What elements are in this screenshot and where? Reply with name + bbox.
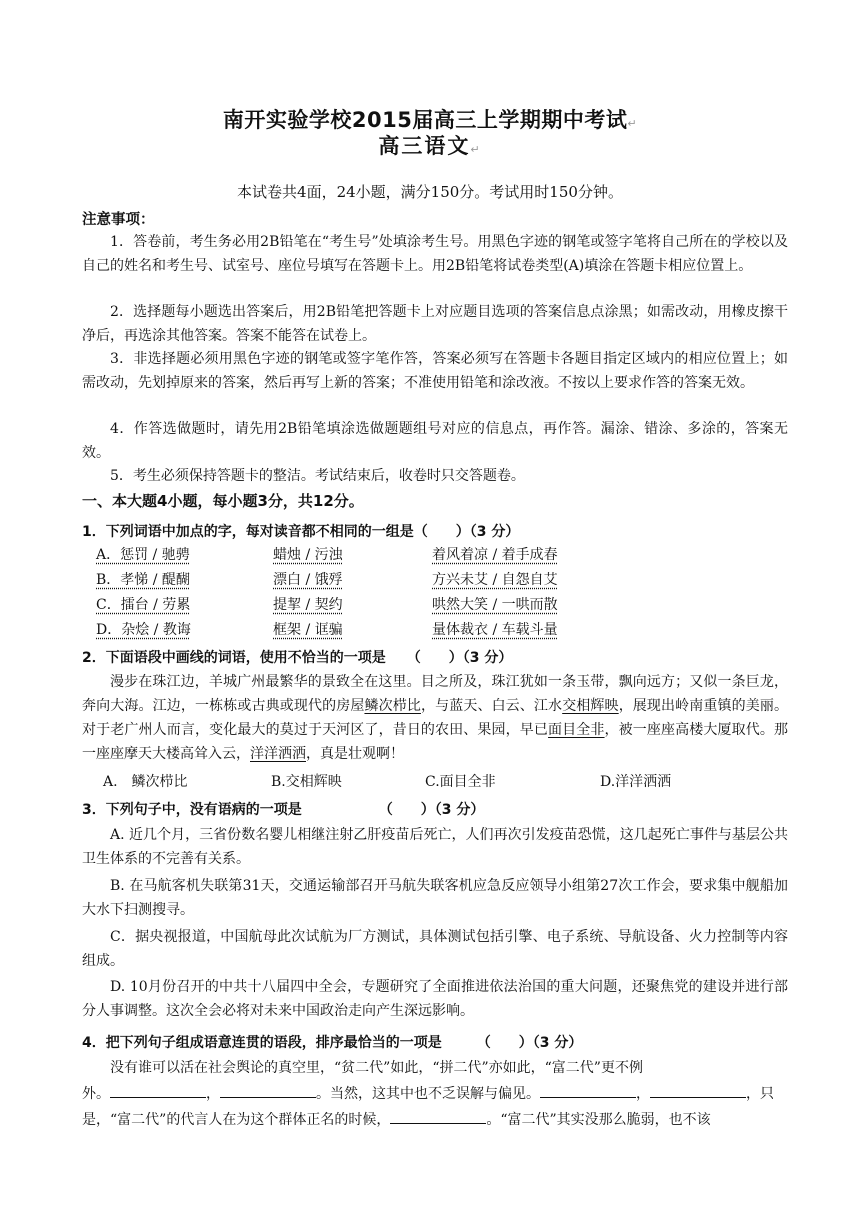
question-1-stem: 1．下列词语中加点的字，每对读音都不相同的一组是（ ）（3 分） [82, 524, 520, 540]
passage-text: ，与蓝天、白云、江水 [420, 698, 563, 714]
q3-option-b: B. 在马航客机失联第31天，交通运输部召开马航失联客机应急反应领导小组第27次工作会，要求集中舰船加大水下扫测搜寻。 [82, 878, 788, 918]
question-4-stem: 4．把下列句子组成语意连贯的语段，排序最恰当的一项是 （ ）（3 分） [82, 1035, 583, 1051]
underlined-term-4: 洋洋洒洒 [250, 746, 306, 762]
q4-line-2 [82, 1081, 774, 1107]
q2-option-b: B.交相辉映 [271, 774, 342, 790]
exam-subtitle [0, 130, 860, 160]
passage-text: 。当然，这其中也不乏误解与偏见。 [316, 1086, 540, 1102]
question-2-stem: 2．下面语段中画线的词语，使用不恰当的一项是 （ ）（3 分） [82, 650, 513, 666]
notice-item-5: 5．考生必须保持答题卡的整洁。考试结束后，收卷时只交答题卷。 [110, 468, 525, 484]
answer-blank [110, 1083, 206, 1098]
notice-heading: 注意事项： [82, 212, 155, 228]
passage-text: 没有谁可以活在社会舆论的真空里，“贫二代”如此，“拼二代”亦如此，“富二代”更不例 [110, 1060, 643, 1076]
question-2-passage [82, 670, 788, 766]
answer-blank [390, 1109, 486, 1124]
q2-option-d: D.洋洋洒洒 [600, 774, 672, 790]
q1-option-c-col3: 哄然大笑 / 一哄而散 [432, 597, 558, 613]
passage-text: ，展现出岭南重镇的美丽。对于老广州人而言，变化最大的莫过于天河区了，昔日的农田、果园，早已 [82, 698, 789, 738]
notice-item-1: 1．答卷前，考生务必用2B铅笔在“考生号”处填涂考生号。用黑色字迹的钢笔或签字笔将自己所在的学校以及自己的姓名和考生号、试室号、座位号填写在答题卡上。用2B铅笔将试卷类型(A)填涂在答题卡相应位置上。 [82, 234, 788, 274]
passage-text: 外。 [82, 1086, 110, 1102]
answer-blank [650, 1083, 746, 1098]
q1-option-a-col1: A．惩罚 / 驰骋 [96, 547, 190, 563]
q1-option-b-col2: 漂白 / 饿殍 [273, 572, 343, 588]
return-mark-icon: ↵ [470, 143, 482, 156]
q1-option-d-col3: 量体裁衣 / 车载斗量 [432, 622, 558, 638]
q1-option-b-col1: B．孝悌 / 醍醐 [96, 572, 190, 588]
q1-option-a-col3: 着风着凉 / 着手成春 [432, 547, 558, 563]
q1-option-b-col3: 方兴未艾 / 自怨自艾 [432, 572, 558, 588]
question-4-passage [82, 1055, 788, 1133]
section-heading: 一、本大题4小题，每小题3分，共12分。 [82, 492, 364, 510]
q1-option-a-col2: 蜡烛 / 污浊 [273, 547, 343, 563]
question-3-stem: 3．下列句子中，没有语病的一项是 （ ）（3 分） [82, 802, 485, 818]
underlined-term-1: 鳞次栉比 [364, 698, 421, 714]
passage-text: ， [206, 1086, 220, 1102]
answer-blank [540, 1083, 636, 1098]
passage-text: 。“富二代”其实没那么脆弱，也不该 [486, 1112, 711, 1128]
q3-option-d: D. 10月份召开的中共十八届四中全会，专题研究了全面推进依法治国的重大问题，还聚焦党的建设并进行部分人事调整。这次全会必将对未来中国政治走向产生深远影响。 [82, 979, 788, 1019]
notice-item-3: 3．非选择题必须用黑色字迹的钢笔或签字笔作答，答案必须写在答题卡各题目指定区域内的相应位置上；如需改动，先划掉原来的答案，然后再写上新的答案；不准使用铅笔和涂改液。不按以上要求作答的答案无效。 [82, 351, 788, 391]
q1-option-d-col1: D．杂烩 / 教诲 [96, 622, 191, 638]
passage-text: ，只 [746, 1086, 774, 1102]
underlined-term-3: 面目全非 [548, 722, 605, 738]
answer-blank [220, 1083, 316, 1098]
passage-text: 是，“富二代”的代言人在为这个群体正名的时候， [82, 1112, 391, 1128]
exam-subtitle-text: 高三语文 [378, 134, 471, 158]
passage-text: ，被一座座高楼大厦取代。那一座座摩天大楼高耸入云， [82, 722, 789, 762]
underlined-term-2: 交相辉映 [562, 698, 619, 714]
q3-option-c: C．据央视报道，中国航母此次试航为厂方测试，具体测试包括引擎、电子系统、导航设备、火力控制等内容组成。 [82, 929, 788, 969]
q2-option-a: A. 鳞次栉比 [103, 774, 188, 790]
q3-option-a: A. 近几个月，三省份数名婴儿相继注射乙肝疫苗后死亡，人们再次引发疫苗恐慌，这几起死亡事件与基层公共卫生体系的不完善有关系。 [82, 827, 788, 867]
return-mark-icon: ↵ [627, 117, 638, 130]
q1-option-c-col2: 提挈 / 契约 [273, 597, 343, 613]
exam-summary: 本试卷共4面，24小题，满分150分。考试用时150分钟。 [237, 183, 623, 201]
notice-item-2: 2．选择题每小题选出答案后，用2B铅笔把答题卡上对应题目选项的答案信息点涂黑；如需改动，用橡皮擦干净后，再选涂其他答案。答案不能答在试卷上。 [82, 304, 788, 344]
exam-title-text: 南开实验学校2015届高三上学期期中考试 [222, 108, 628, 132]
passage-text: 漫步在珠江边，羊城广州最繁华的景致全在这里。目之所及，珠江犹如一条玉带，飘向远方；又似一条巨龙，奔向大海。江边，一栋栋或古典或现代的房屋 [82, 674, 788, 714]
notice-item-4: 4．作答选做题时，请先用2B铅笔填涂选做题题组号对应的信息点，再作答。漏涂、错涂、多涂的，答案无效。 [82, 421, 788, 461]
passage-text: ，真是壮观啊！ [306, 746, 404, 762]
q2-option-c: C.面目全非 [425, 774, 496, 790]
q1-option-c-col1: C．擂台 / 劳累 [96, 597, 191, 613]
q1-option-d-col2: 框架 / 诓骗 [273, 622, 343, 638]
passage-text: ， [636, 1086, 650, 1102]
q4-line-3 [82, 1107, 711, 1133]
